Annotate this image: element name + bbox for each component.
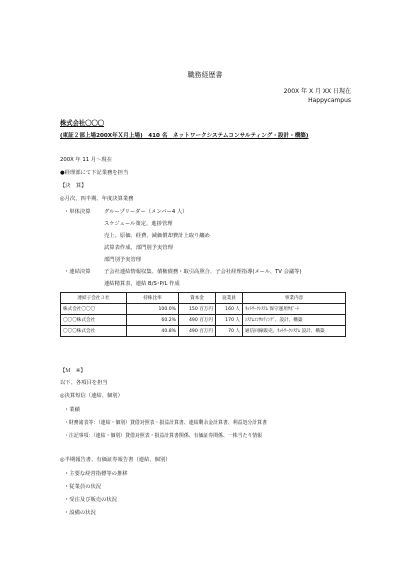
solo-item: 部門別予実管理 (104, 257, 142, 263)
company-name: 株式会社〇〇〇 (60, 120, 105, 127)
table-cell: ｼｽﾃﾑｺﾝｻﾙﾃｨﾝｸﾞ、設計、構築 (243, 315, 346, 326)
section-heading-kessan: 【決 算】 (60, 183, 87, 189)
table-cell: 〇〇〇株式会社 (61, 326, 127, 337)
solo-item: 試算表作成、部門別予実管理 (104, 245, 173, 251)
table-cell: 150 百万円 (179, 304, 216, 315)
table-cell: 160 人 (216, 304, 243, 315)
assignment-line: ●経理部にて下記業務を担当 (60, 170, 129, 176)
table-header-row (61, 293, 346, 304)
column-header: 持株比率 (127, 293, 179, 304)
column-header: 資本金 (179, 293, 216, 304)
solo-label: ・単体決算 (64, 209, 91, 215)
table-cell: 100.0% (127, 304, 179, 315)
column-header: 従業員 (216, 293, 243, 304)
employment-period: 200X 年 11 月～現在 (60, 157, 113, 163)
affiliates-table (60, 292, 346, 337)
table-cell: 490 百万円 (179, 315, 216, 326)
table-row (61, 304, 346, 315)
consol-item: 子会社連結情報収集、債権債務・取引高照合、子会社経理指導(メール、TV 会議等) (104, 269, 302, 275)
table-cell: 490 百万円 (179, 326, 216, 337)
table-cell: 60.2% (127, 315, 179, 326)
hanki-heading: ◎半期報告書、有価証券報告書（連結、個別） (60, 457, 171, 463)
table-cell: ﾈｯﾄﾜｰｸｼｽﾃﾑ 保守運用ｻﾎﾟｰﾄ (243, 304, 346, 315)
consol-label: ・連結決算 (64, 269, 91, 275)
hanki-item: ・主要な経営指標等の推移 (64, 471, 128, 477)
table-cell: 40.8% (127, 326, 179, 337)
column-header: 連結子会社３社 (61, 293, 127, 304)
company-info: (東証２部上場200X年Ｘ月上場) 410 名 ネットワークシステムコンサルティング・設計・構築) (60, 133, 309, 139)
consol-item: 連結精算表、連結 B/S･P/L 作成 (104, 281, 180, 287)
cycle-line: ◎月次、四半期、年度決算業務 (60, 196, 134, 202)
solo-item: 売上、原価、経費、減価償却費計上取り纏め (104, 233, 210, 239)
disclosure-intro: 以下、各項目を担当 (60, 380, 108, 386)
kessan-item: ・注記事項：（連結・個別）貸借対照表・損益計算書関係、有価証券関係、一株当たり情報 (64, 433, 263, 439)
solo-item: スケジュール策定、進捗管理 (104, 221, 173, 227)
date-line: 200X 年 X 月 XX 日現在 (283, 88, 351, 95)
table-cell: 通信回線販売、ﾈｯﾄﾜｰｸｼｽﾃﾑ 設計、構築 (243, 326, 346, 337)
column-header: 事業内容 (243, 293, 346, 304)
table-cell: 70 人 (216, 326, 243, 337)
solo-item: グループリーダー（メンバー4 人） (104, 209, 188, 215)
table-row (61, 315, 346, 326)
hanki-item: ・従業員の状況 (64, 484, 102, 490)
section-heading-disclosure: 【Ｍ ※】 (60, 368, 86, 374)
kessan-tanshin-heading: ◎決算短信（連結、個別） (60, 393, 123, 399)
hanki-item: ・設備の状況 (64, 510, 96, 516)
kessan-item: ・財務諸表等：（連結・個別）貸借対照表・損益計算書、連結剰余金計算書、利益処分計算書 (64, 420, 267, 426)
document-title: 職務経歴書 (187, 71, 223, 79)
table-cell: 〇〇〇株式会社 (61, 315, 127, 326)
table-cell: 170 人 (216, 315, 243, 326)
hanki-item: ・受注及び販売の状況 (64, 497, 117, 503)
kessan-item: ・業績 (64, 407, 80, 413)
table-cell: 株式会社〇〇〇 (61, 304, 127, 315)
table-row (61, 326, 346, 337)
author-name: Happycampus (308, 97, 351, 104)
